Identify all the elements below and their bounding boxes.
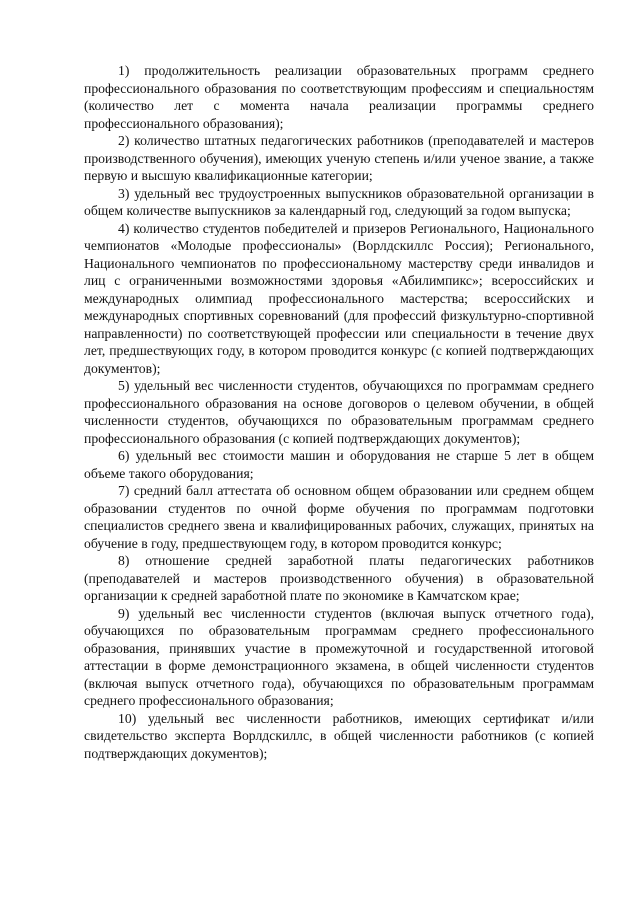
criterion-8: 8) отношение средней заработной платы педагогических работников (преподавателей и мастеров производственного обучения) в образовательной организации к средней заработной плате по экономике в Камчатском крае;	[84, 553, 594, 603]
criterion-3: 3) удельный вес трудоустроенных выпускников образовательной организации в общем количестве выпускников за календарный год, следующий за годом выпуска;	[84, 185, 594, 218]
criterion-10: 10) удельный вес численности работников, имеющих сертификат и/или свидетельство эксперта Ворлдскиллс, в общей численности работников (с копией подтверждающих документов);	[84, 710, 594, 761]
criterion-4: 4) количество студентов победителей и призеров Регионального, Национального чемпионатов «Молодые профессионалы» (Ворлдскиллс Россия); Регионального, Национального чемпионатов по профессиональному мастерству среди инвалидов и лиц с ограниченными возможностями здоровья «Абилимпикс»; всероссийских и международных олимпиад профессионального мастерства; всероссийских и международных спортивных соревнований (для профессий физкультурно-спортивной направленности) по соответствующей профессии или специальности в течение двух лет, предшествующих году, в котором проводится конкурс (с копией подтверждающих документов);	[84, 220, 594, 376]
criterion-1: 1) продолжительность реализации образовательных программ среднего профессионального образования по соответствующим профессиям и специальностям (количество лет с момента начала реализации программы среднего профессионального образования);	[84, 63, 594, 131]
criterion-5: 5) удельный вес численности студентов, обучающихся по программам среднего профессионального образования на основе договоров о целевом обучении, в общей численности студентов, обучающихся по образовательным программам среднего профессионального образования (с копией подтверждающих документов);	[84, 378, 594, 446]
criterion-7: 7) средний балл аттестата об основном общем образовании или среднем общем образовании студентов по очной форме обучения по программам подготовки специалистов среднего звена и квалифицированных рабочих, служащих, принятых на обучение в году, предшествующем году, в котором проводится конкурс;	[84, 483, 594, 551]
criterion-2: 2) количество штатных педагогических работников (преподавателей и мастеров производственного обучения), имеющих ученую степень и/или ученое звание, а также первую и высшую квалификационные категории;	[84, 133, 594, 183]
criterion-9: 9) удельный вес численности студентов (включая выпуск отчетного года), обучающихся по образовательным программам среднего профессионального образования, принявших участие в промежуточной и государственной итоговой аттестации в форме демонстрационного экзамена, в общей численности студентов (включая выпуск отчетного года), обучающихся по образовательным программам среднего профессионального образования;	[84, 605, 594, 708]
criterion-6: 6) удельный вес стоимости машин и оборудования не старше 5 лет в общем объеме такого оборудования;	[84, 448, 594, 481]
criteria-list	[84, 62, 594, 762]
